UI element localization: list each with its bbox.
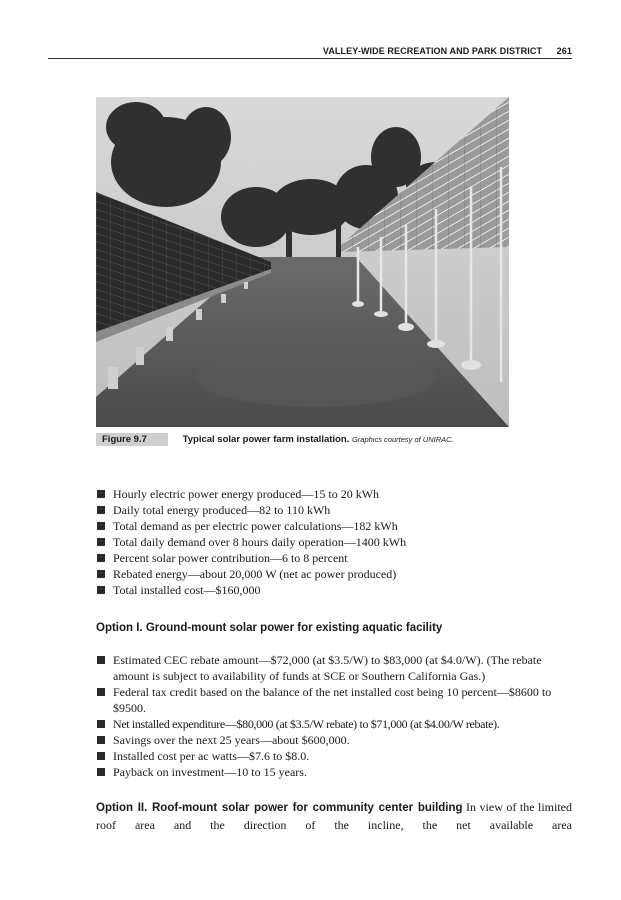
figure-credit: Graphics courtesy of UNIRAC. <box>351 435 454 444</box>
figure-title: Typical solar power farm installation. <box>182 434 350 445</box>
option2-text-line2: view of the limited roof area and the direction of the incline, the net available area <box>96 800 573 832</box>
list-item-text: Savings over the next 25 years—about $600,000. <box>113 733 350 747</box>
option2-heading: Option II. Roof-mount solar power for community center building <box>96 802 463 814</box>
bullet-square-icon <box>97 490 105 498</box>
list-item-text: Total demand as per electric power calculations—182 kWh <box>113 519 398 533</box>
bullet-square-icon <box>97 752 105 760</box>
solar-farm-photo <box>96 97 509 427</box>
running-head-title: VALLEY-WIDE RECREATION AND PARK DISTRICT <box>322 46 543 56</box>
list-item <box>96 518 576 534</box>
bullet-square-icon <box>97 720 105 728</box>
list-item <box>96 652 576 684</box>
bullet-square-icon <box>97 586 105 594</box>
list-item <box>96 748 576 764</box>
list-item <box>96 502 576 518</box>
list-item-text: Installed cost per ac watts—$7.6 to $8.0. <box>113 749 310 763</box>
summary-bullet-list <box>96 486 576 598</box>
bullet-square-icon <box>97 538 105 546</box>
list-item-text: Total installed cost—$160,000 <box>113 583 261 597</box>
option1-bullet-list <box>96 652 576 780</box>
list-item-text: Total daily demand over 8 hours daily operation—1400 kWh <box>113 535 407 549</box>
option2-text-line1: In <box>466 800 477 814</box>
list-item <box>96 534 576 550</box>
list-item-text: Rebated energy—about 20,000 W (net ac power produced) <box>113 567 397 581</box>
option1-heading: Option I. Ground-mount solar power for existing aquatic facility <box>96 622 443 634</box>
bullet-square-icon <box>97 570 105 578</box>
list-item <box>96 732 576 748</box>
list-item-text: Net installed expenditure—$80,000 (at $3.5/W rebate) to $71,000 (at $4.00/W rebate). <box>113 717 500 731</box>
list-item <box>96 582 576 598</box>
running-head <box>48 46 572 59</box>
bullet-square-icon <box>97 688 105 696</box>
list-item <box>96 566 576 582</box>
option2-paragraph <box>96 799 572 834</box>
list-item <box>96 486 576 502</box>
bullet-square-icon <box>97 522 105 530</box>
list-item-text: Federal tax credit based on the balance of the net installed cost being 10 percent—$8600 to $9500. <box>113 685 552 715</box>
list-item <box>96 684 576 716</box>
list-item <box>96 716 576 732</box>
figure-label: Figure 9.7 <box>96 433 168 446</box>
page-number: 261 <box>556 46 572 56</box>
bullet-square-icon <box>97 554 105 562</box>
bullet-square-icon <box>97 656 105 664</box>
list-item <box>96 764 576 780</box>
list-item-text: Estimated CEC rebate amount—$72,000 (at $3.5/W) to $83,000 (at $4.0/W). (The rebate amount is subject to availability of funds at SCE or Southern California Gas.) <box>113 653 542 683</box>
list-item-text: Daily total energy produced—82 to 110 kWh <box>113 503 331 517</box>
list-item-text: Payback on investment—10 to 15 years. <box>113 765 307 779</box>
bullet-square-icon <box>97 506 105 514</box>
list-item-text: Hourly electric power energy produced—15 to 20 kWh <box>113 487 380 501</box>
list-item <box>96 550 576 566</box>
list-item-text: Percent solar power contribution—6 to 8 percent <box>113 551 348 565</box>
bullet-square-icon <box>97 736 105 744</box>
figure-image <box>96 97 509 427</box>
figure-caption <box>96 433 576 447</box>
bullet-square-icon <box>97 768 105 776</box>
